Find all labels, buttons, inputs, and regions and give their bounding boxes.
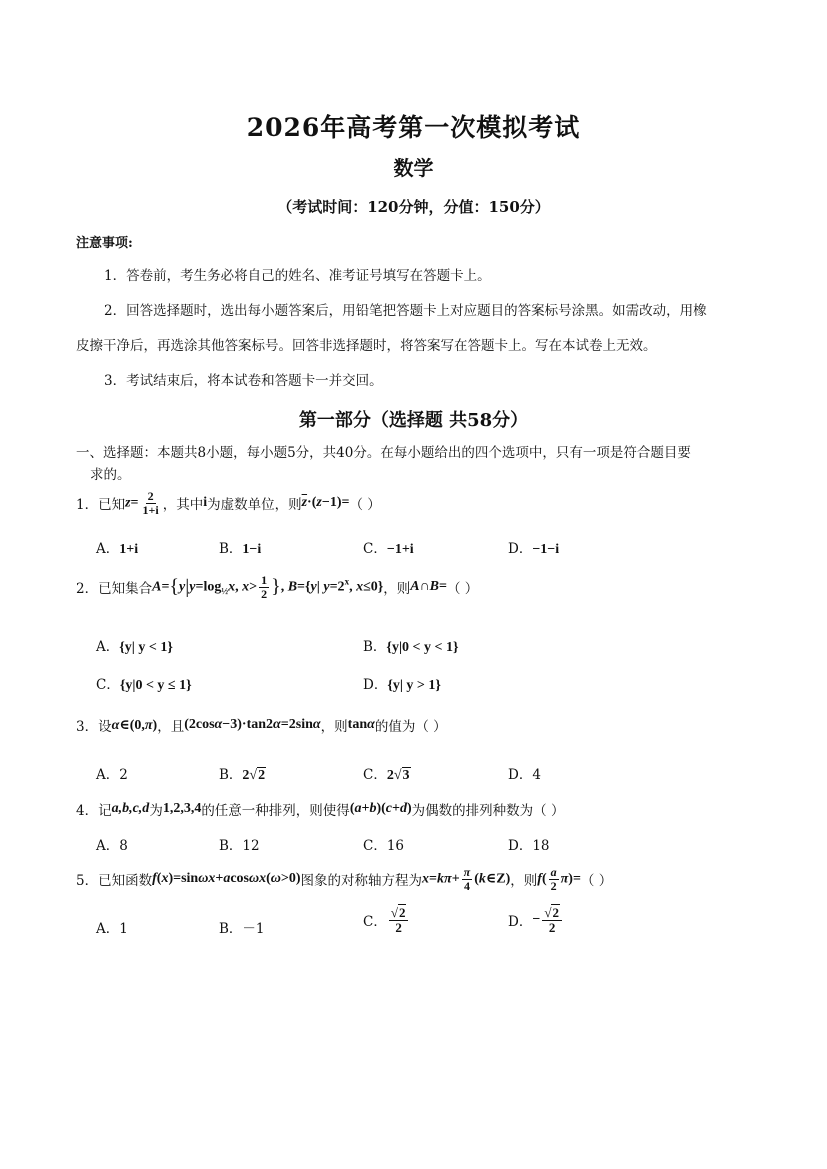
- question-2-prefix: 2．已知集合: [76, 581, 153, 598]
- question-5: [76, 866, 612, 892]
- question-4-expression: (a+b)(c+d): [349, 801, 412, 816]
- question-5-option-d[interactable]: D． − $\frac{√2}{2}$: [508, 906, 564, 934]
- question-5-mid2: ，则: [510, 873, 538, 890]
- question-4-mid2: 的任意一种排列，则使得: [201, 803, 350, 819]
- question-1-prefix: 1．已知: [76, 497, 126, 514]
- exam-info: （考试时间：120分钟，分值：150分）: [277, 198, 550, 216]
- question-5-option-a[interactable]: A．1: [96, 921, 128, 937]
- exam-title: 2026年高考第一次模拟考试: [246, 113, 581, 142]
- question-3-equation: (2cosα−3)·tan2α=2sinα: [184, 717, 321, 732]
- question-3-suffix: 的值为（ ）: [374, 719, 447, 735]
- question-3: [76, 715, 447, 735]
- question-1-option-c[interactable]: C．−1+i: [363, 541, 414, 557]
- question-4-option-c[interactable]: C．16: [363, 838, 405, 854]
- notice-item-1: 1．答卷前，考生务必将自己的姓名、准考证号填写在答题卡上。: [104, 268, 491, 284]
- question-2-suffix2: （ ）: [447, 581, 479, 598]
- question-4-prefix: 4．记: [76, 803, 112, 819]
- subject-title: 数学: [393, 156, 434, 180]
- question-4-suffix: 为偶数的排列种数为（ ）: [411, 803, 565, 819]
- question-5-target: f( $\frac{a}{2}$ π)=: [537, 865, 581, 893]
- question-1-option-b[interactable]: B．1−i: [219, 541, 262, 557]
- question-3-domain: α∈(0,π): [111, 717, 158, 733]
- question-2-set-a: $A=\{y|y=\log_{\frac{1}{2}}x$, x> $\frac{1}{2}$ }, B={y| $y=2^x$, x≤0}: [152, 573, 384, 601]
- notice-item-2-line-2: 皮擦干净后，再选涂其他答案标号。回答非选择题时，将答案写在答题卡上。写在本试卷上无效。: [76, 338, 657, 354]
- question-3-mid: ，且: [157, 719, 185, 735]
- question-3-option-b[interactable]: B．2√2: [219, 767, 266, 783]
- question-2-option-b[interactable]: B．{y|0 < y < 1}: [363, 639, 459, 655]
- question-3-target: tanα: [347, 717, 375, 732]
- question-3-option-a[interactable]: A．2: [96, 767, 128, 783]
- question-4: [76, 799, 564, 819]
- notice-heading: 注意事项:: [76, 236, 133, 251]
- question-2: [76, 574, 478, 600]
- question-1-option-a[interactable]: A．1+i: [96, 541, 139, 557]
- question-2-option-c[interactable]: C．{y|0 < y ≤ 1}: [96, 677, 192, 693]
- question-2-suffix: ，则: [383, 581, 411, 598]
- section-instruction-line-2: 求的。: [90, 467, 131, 483]
- question-3-mid2: ，则: [320, 719, 348, 735]
- question-4-variables: a,b,c,d: [111, 801, 150, 816]
- question-3-prefix: 3．设: [76, 719, 112, 735]
- section-instruction-line-1: 一、选择题：本题共8小题，每小题5分，共40分。在每小题给出的四个选项中，只有一项是符合题目要: [76, 445, 691, 461]
- section-title: 第一部分（选择题 共58分）: [298, 410, 529, 431]
- notice-item-2-line-1: 2．回答选择题时，选出每小题答案后，用铅笔把答题卡上对应题目的答案标号涂黑。如需改动，用橡: [104, 303, 707, 319]
- question-1-mid: ，其中: [162, 497, 204, 514]
- question-1: [76, 490, 381, 516]
- question-5-mid: 图象的对称轴方程为: [300, 873, 423, 890]
- question-5-suffix: （ ）: [580, 873, 613, 890]
- question-5-option-c[interactable]: C． $\frac{√2}{2}$: [363, 906, 410, 934]
- question-5-prefix: 5．已知函数: [76, 873, 153, 890]
- question-3-option-c[interactable]: C．2√3: [363, 767, 410, 783]
- question-2-option-a[interactable]: A．{y| y < 1}: [96, 639, 173, 655]
- question-2-option-d[interactable]: D．{y| y > 1}: [363, 677, 441, 693]
- question-4-option-a[interactable]: A．8: [96, 838, 128, 854]
- question-1-mid2: 为虚数单位，则: [207, 497, 302, 514]
- question-1-expression: $\overline{z}\cdot(z-1)=$: [301, 495, 350, 511]
- question-1-suffix: （ ）: [349, 497, 381, 514]
- notice-item-3: 3．考试结束后，将本试卷和答题卡一并交回。: [104, 373, 383, 389]
- question-4-option-b[interactable]: B．12: [219, 838, 260, 854]
- question-1-i: i: [203, 495, 208, 511]
- question-4-numbers: 1,2,3,4: [162, 801, 202, 816]
- question-5-axis: x=kπ+ $\frac{\pi}{4}$ (k∈Z): [422, 865, 511, 893]
- question-4-mid: 为: [149, 803, 163, 819]
- question-1-formula: z= $\frac{2}{1+i}$: [125, 489, 159, 517]
- question-5-function: f(x)=sinωx+acosωx(ω>0): [152, 871, 301, 887]
- question-5-option-b[interactable]: B．－1: [219, 921, 265, 937]
- question-4-option-d[interactable]: D．18: [508, 838, 550, 854]
- question-1-option-d[interactable]: D．−1−i: [508, 541, 560, 557]
- question-2-intersection: A∩B=: [410, 579, 447, 595]
- question-3-option-d[interactable]: D．4: [508, 767, 541, 783]
